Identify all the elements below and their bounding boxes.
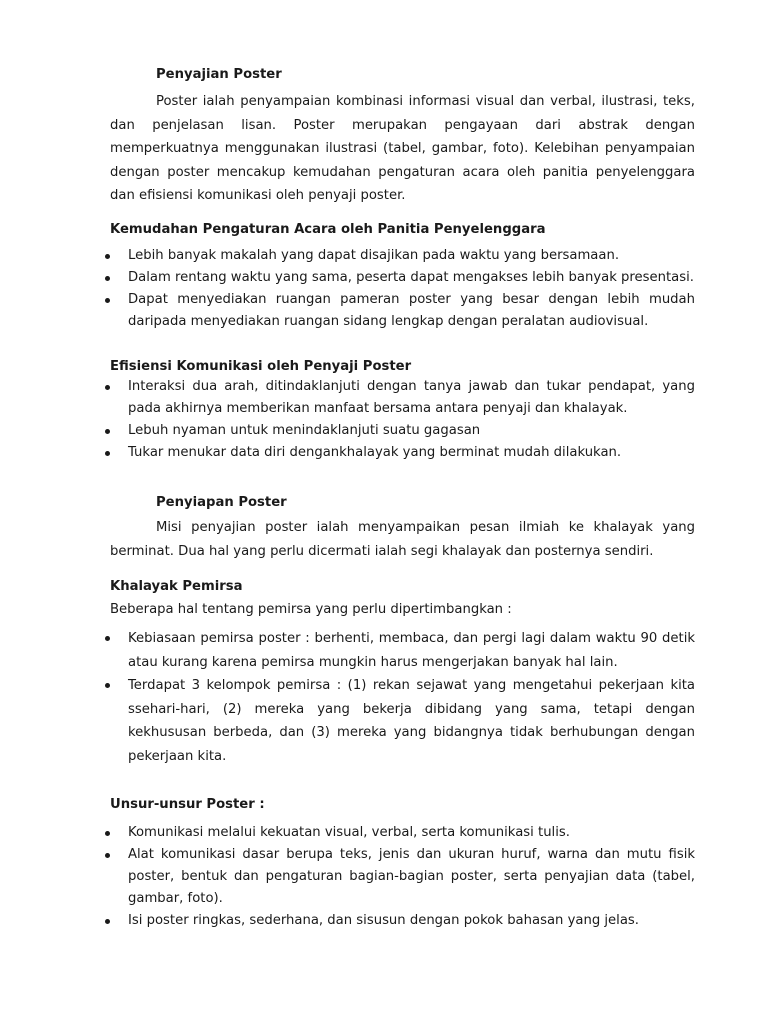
list-item: Dalam rentang waktu yang sama, peserta dapat mengakses lebih banyak presentasi.	[103, 267, 695, 289]
khalayak-intro: Beberapa hal tentang pemirsa yang perlu dipertimbangkan :	[110, 602, 512, 617]
paragraph-penyiapan	[110, 516, 695, 563]
list-kemudahan	[103, 245, 695, 333]
list-item: Dapat menyediakan ruangan pameran poster yang besar dengan lebih mudah daripada menyediakan ruangan sidang lengkap dengan peralatan audiovisual.	[103, 289, 695, 333]
list-item: Interaksi dua arah, ditindaklanjuti dengan tanya jawab dan tukar pendapat, yang pada akhirnya memberikan manfaat bersama antara penyaji dan khalayak.	[103, 376, 695, 420]
list-unsur	[103, 822, 695, 932]
list-khalayak	[103, 627, 695, 768]
list-item: Terdapat 3 kelompok pemirsa : (1) rekan sejawat yang mengetahui pekerjaan kita ssehari-hari, (2) mereka yang bekerja dibidang yang sama, tetapi dengan kekhususan berbeda, dan (3) mereka yang bidangnya tidak berhubungan dengan pekerjaan kita.	[103, 674, 695, 768]
heading-unsur-poster: Unsur-unsur Poster :	[110, 797, 265, 812]
paragraph-penyiapan-text: Misi penyajian poster ialah menyampaikan pesan ilmiah ke khalayak yang berminat. Dua hal yang perlu dicermati ialah segi khalayak dan posternya sendiri.	[110, 520, 695, 559]
list-item: Alat komunikasi dasar berupa teks, jenis dan ukuran huruf, warna dan mutu fisik poster, bentuk dan pengaturan bagian-bagian poster, serta penyajian data (tabel, gambar, foto).	[103, 844, 695, 910]
heading-penyajian-poster: Penyajian Poster	[156, 67, 282, 82]
heading-penyiapan-poster: Penyiapan Poster	[156, 495, 287, 510]
list-efisiensi	[103, 376, 695, 464]
list-item: Kebiasaan pemirsa poster : berhenti, membaca, dan pergi lagi dalam waktu 90 detik atau kurang karena pemirsa mungkin harus mengerjakan banyak hal lain.	[103, 627, 695, 674]
paragraph-penyajian	[110, 90, 695, 208]
paragraph-penyajian-text: Poster ialah penyampaian kombinasi informasi visual dan verbal, ilustrasi, teks, dan penjelasan lisan. Poster merupakan pengayaan dari abstrak dengan memperkuatnya menggunakan ilustrasi (tabel, gambar, foto). Kelebihan penyampaian dengan poster mencakup kemudahan pengaturan acara oleh panitia penyelenggara dan efisiensi komunikasi oleh penyaji poster.	[110, 94, 695, 203]
list-item: Lebuh nyaman untuk menindaklanjuti suatu gagasan	[103, 420, 695, 442]
list-item: Tukar menukar data diri dengankhalayak yang berminat mudah dilakukan.	[103, 442, 695, 464]
heading-efisiensi: Efisiensi Komunikasi oleh Penyaji Poster	[110, 359, 412, 374]
list-item: Lebih banyak makalah yang dapat disajikan pada waktu yang bersamaan.	[103, 245, 695, 267]
list-item: Isi poster ringkas, sederhana, dan sisusun dengan pokok bahasan yang jelas.	[103, 910, 695, 932]
list-item: Komunikasi melalui kekuatan visual, verbal, serta komunikasi tulis.	[103, 822, 695, 844]
heading-khalayak-pemirsa: Khalayak Pemirsa	[110, 579, 243, 594]
heading-kemudahan: Kemudahan Pengaturan Acara oleh Panitia Penyelenggara	[110, 222, 546, 237]
